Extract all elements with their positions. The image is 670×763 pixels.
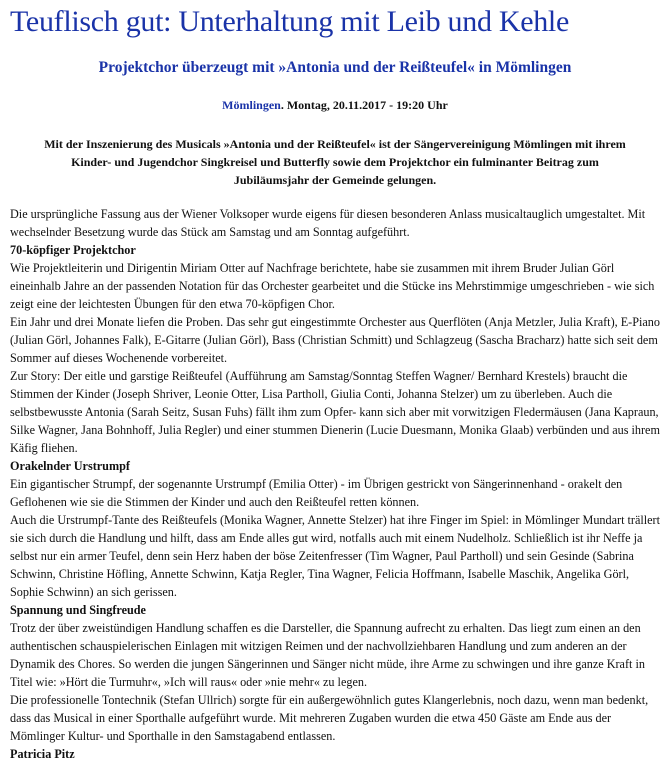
paragraph: Die ursprüngliche Fassung aus der Wiener Volksoper wurde eigens für diesen besonderen Anlass musicaltauglich umgestaltet. Mit wechselnder Besetzung wurde das Stück am Samstag und am Sonntag aufgeführt. (10, 207, 646, 239)
paragraph: Ein gigantischer Strumpf, der sogenannte Urstrumpf (Emilia Otter) - im Übrigen gestrickt von Sängerinnenhand - orakelt den Geflohenen wie sie die Stimmen der Kinder und auch den Reißteufel retten können. (10, 477, 623, 509)
lead-paragraph: Mit der Inszenierung des Musicals »Antonia und der Reißteufel« ist der Sängervereinigung Mömlingen mit ihrem Kinder- und Jugendchor Singkreisel und Butterfly sowie dem Projektchor ein fulminanter Beitrag zum Jubiläumsjahr der Gemeinde gelungen. (44, 137, 626, 187)
headline: Teuflisch gut: Unterhaltung mit Leib und Kehle (10, 5, 569, 38)
article-body (10, 205, 660, 763)
section-heading: 70-köpfiger Projektchor (10, 243, 136, 257)
paragraph: Zur Story: Der eitle und garstige Reißteufel (Aufführung am Samstag/Sonntag Steffen Wagner/ Bernhard Krestels) braucht die Stimmen der Kinder (Joseph Shriver, Leonie Otter, Lisa Partholl, Giulia Conti, Johanna Stelzer) um zu überleben. Auch die selbstbewusste Antonia (Sarah Seitz, Susan Fuhs) fällt ihm zum Opfer- kann sich aber mit vorwitzigen Fledermäusen (Jana Kapraun, Silke Wagner, Jana Bohnhoff, Julia Regler) und einer stummen Dienerin (Lucie Duesmann, Monika Glaab) verbünden und aus ihrem Käfig fliehen. (10, 369, 660, 455)
paragraph: Die professionelle Tontechnik (Stefan Ullrich) sorgte für ein außergewöhnlich gutes Klangerlebnis, noch dazu, wenn man bedenkt, dass das Musical in einer Sporthalle aufgeführt wurde. Mit mehreren Zugaben wurden die etwa 450 Gäste am Ende aus der Mömlinger Kultur- und Sporthalle in den Samstagabend entlassen. (10, 693, 649, 743)
dateline (10, 97, 660, 113)
dateline-separator: . (280, 98, 287, 112)
dateline-date: Montag, 20.11.2017 - 19:20 Uhr (286, 98, 448, 112)
author-name: Patricia Pitz (10, 747, 75, 761)
paragraph: Wie Projektleiterin und Dirigentin Miriam Otter auf Nachfrage berichtete, habe sie zusammen mit ihrem Bruder Julian Görl eineinhalb Jahre an der passenden Notation für das Orchester gearbeitet und die Stücke ins Mehrstimmige umgeschrieben - wie sich zeigt eine der leichtesten Übungen für den etwa 70-köpfigen Chor. (10, 261, 655, 311)
subheadline: Projektchor überzeugt mit »Antonia und der Reißteufel« in Mömlingen (98, 59, 572, 76)
section-heading: Spannung und Singfreude (10, 603, 146, 617)
paragraph: Auch die Urstrumpf-Tante des Reißteufels (Monika Wagner, Annette Stelzer) hat ihre Finger im Spiel: in Mömlinger Mundart trällert sie sich durch die Handlung und hilft, dass am Ende alles gut wird, notfalls auch mit einem Nudelholz. Schließlich ist ihr Neffe ja selbst nur ein armer Teufel, denn sein Herz haben der böse Zeitenfresser (Tim Wagner, Paul Partholl) und sein Gesinde (Sabrina Schwinn, Christine Höfling, Annette Schwinn, Katja Regler, Tina Wagner, Felicia Hoffmann, Isabelle Maschik, Angelika Görl, Sophie Schwinn) an sich gerissen. (10, 513, 660, 599)
section-heading: Orakelnder Urstrumpf (10, 459, 130, 473)
paragraph: Trotz der über zweistündigen Handlung schaffen es die Darsteller, die Spannung aufrecht zu erhalten. Das liegt zum einen an den authentischen schauspielerischen Einlagen mit witzigen Reimen und der nachvollziehbaren Handlung und zum anderen an der Dynamik des Chores. So werden die jungen Sängerinnen und Sänger nicht müde, ihre Arme zu schwingen und ihre ganze Kraft in Titel wie: »Hört die Turmuhr«, »Ich will raus« oder »nie mehr« zu legen. (10, 621, 645, 689)
dateline-place: Mömlingen (222, 98, 281, 112)
paragraph: Ein Jahr und drei Monate liefen die Proben. Das sehr gut eingestimmte Orchester aus Querflöten (Anja Metzler, Julia Kraft), E-Piano (Julian Görl, Johannes Falk), E-Gitarre (Julian Görl), Bass (Christian Schmitt) und Schlagzeug (Sascha Bracharz) hatte sich seit dem Sommer auf dieses Wochenende vorbereitet. (10, 315, 660, 365)
